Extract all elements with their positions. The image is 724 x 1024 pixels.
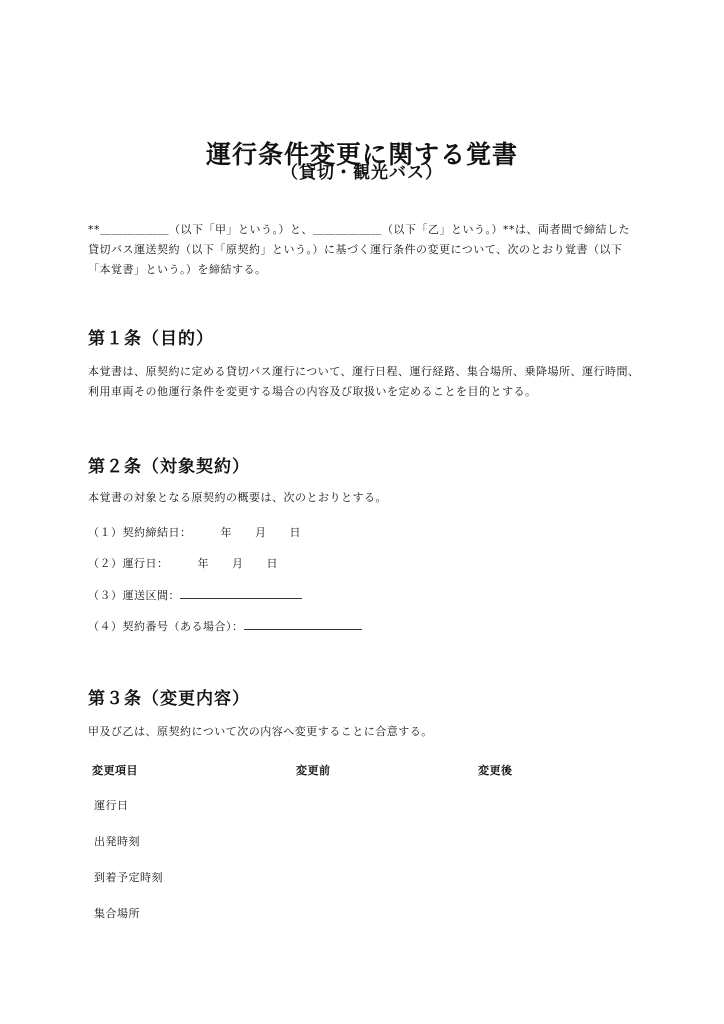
- table-row: 到着予定時刻: [94, 871, 163, 884]
- document-subtitle: （貸切・観光バス）: [281, 163, 443, 183]
- article3-body: 甲及び乙は、原契約について次の内容へ変更することに合意する。: [88, 725, 433, 738]
- table-header-before: 変更前: [296, 764, 331, 777]
- article2-item-operation-date: [88, 555, 278, 571]
- table-header-after: 変更後: [478, 764, 513, 777]
- table-header-item: 変更項目: [92, 764, 138, 777]
- article1-body: 本覚書は、原契約に定める貸切バス運行について、運行日程、運行経路、集合場所、乗降場所、運行時間、利用車両その他運行条件を変更する場合の内容及び取扱いを定めることを目的とする。: [88, 365, 640, 398]
- article2-body: 本覚書の対象となる原契約の概要は、次のとおりとする。: [88, 491, 387, 504]
- article2-item-route: [88, 586, 302, 603]
- contract-number-blank-line: [244, 617, 362, 630]
- article2-item-contract-number: [88, 617, 362, 634]
- document-title: 運行条件変更に関する覚書: [205, 139, 518, 169]
- item-text: （４）契約番号（ある場合）：: [88, 620, 244, 633]
- table-row: 出発時刻: [94, 835, 140, 848]
- article1-heading: 第１条（目的）: [88, 329, 214, 349]
- route-blank-line: [180, 586, 302, 599]
- article2-heading: 第２条（対象契約）: [88, 457, 250, 477]
- table-row: 集合場所: [94, 907, 140, 920]
- item-text: （１）契約締結日： 年 月 日: [88, 526, 301, 539]
- item-text: （３）運送区間：: [88, 589, 180, 602]
- article3-heading: 第３条（変更内容）: [88, 689, 250, 709]
- item-text: （２）運行日： 年 月 日: [88, 557, 278, 570]
- article2-item-contract-date: [88, 524, 301, 540]
- intro-paragraph: **＿＿＿＿＿＿（以下「甲」という。）と、＿＿＿＿＿＿（以下「乙」という。）**は、両者間で締結した貸切バス運送契約（以下「原契約」という。）に基づく運行条件の変更について、次のとおり覚書（以下「本覚書」という。）を締結する。: [88, 223, 630, 276]
- table-row: 運行日: [94, 799, 129, 812]
